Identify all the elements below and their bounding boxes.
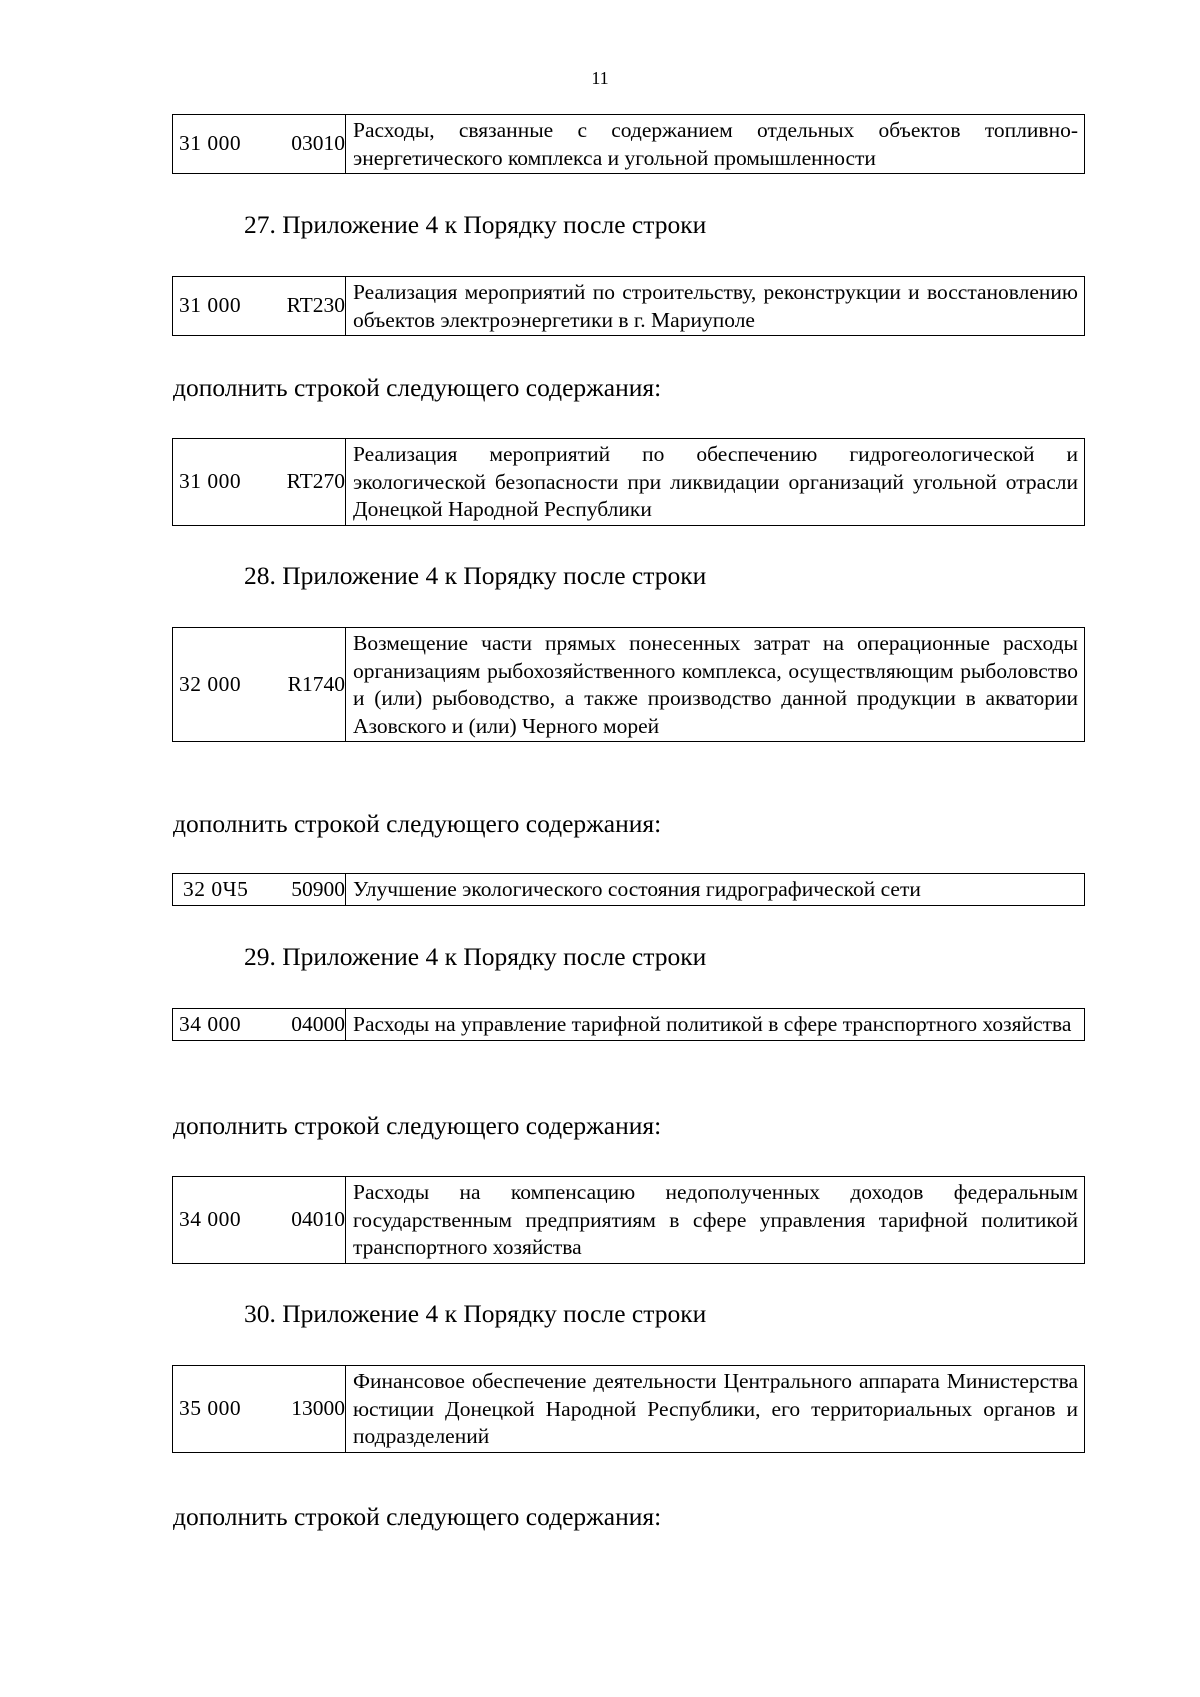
- code-table: [172, 627, 1085, 742]
- code-suffix: 50900: [291, 876, 345, 901]
- code-prefix: 34 000: [179, 1011, 242, 1036]
- section-heading: 30. Приложение 4 к Порядку после строки: [244, 1299, 707, 1328]
- code-table: [172, 1008, 1085, 1041]
- code-table: [172, 1365, 1085, 1453]
- description-cell: Финансовое обеспечение деятельности Центрального аппарата Министерства юстиции Донецкой Народной Республики, его территориальных органов и подразделений: [346, 1366, 1085, 1453]
- description-cell: Расходы на управление тарифной политикой в сфере транспортного хозяйства: [346, 1009, 1085, 1041]
- code-table: [172, 1176, 1085, 1264]
- code-cell: [173, 1366, 346, 1453]
- code-cell: [173, 1177, 346, 1264]
- description-cell: Расходы на компенсацию недополученных доходов федеральным государственным предприятиям в сфере управления тарифной политикой транспортного хозяйства: [346, 1177, 1085, 1264]
- table-row: [173, 277, 1085, 336]
- code-table: [172, 873, 1085, 906]
- page-number: 11: [591, 68, 609, 88]
- code-cell: [173, 115, 346, 174]
- description-cell: Возмещение части прямых понесенных затрат на операционные расходы организациям рыбохозяйственного комплекса, осуществляющим рыболовство и (или) рыбоводство, а также производство данной продукции в акватории Азовского и (или) Черного морей: [346, 628, 1085, 742]
- table-row: [173, 439, 1085, 526]
- code-suffix: 03010: [291, 131, 345, 156]
- code-suffix: 04010: [291, 1207, 345, 1231]
- section-heading: 27. Приложение 4 к Порядку после строки: [244, 210, 707, 239]
- table-row: [173, 115, 1085, 174]
- section-heading: 29. Приложение 4 к Порядку после строки: [244, 942, 707, 971]
- code-cell: [173, 628, 346, 742]
- code-suffix: 13000: [291, 1396, 345, 1420]
- code-cell: [173, 874, 346, 906]
- code-prefix: 31 000: [179, 131, 242, 156]
- section-heading: 28. Приложение 4 к Порядку после строки: [244, 561, 707, 590]
- description-cell: Реализация мероприятий по обеспечению гидрогеологической и экологической безопасности при ликвидации организаций угольной отрасли Донецкой Народной Республики: [346, 439, 1085, 526]
- code-prefix: 31 000: [179, 293, 242, 318]
- code-prefix: 34 000: [179, 1207, 242, 1231]
- table-row: [173, 874, 1085, 906]
- code-cell: [173, 1009, 346, 1041]
- instruction-text: дополнить строкой следующего содержания:: [173, 1502, 662, 1531]
- code-table: [172, 114, 1085, 174]
- code-cell: [173, 277, 346, 336]
- code-prefix: 32 0Ч5: [183, 876, 249, 901]
- code-suffix: RT270: [286, 469, 345, 493]
- instruction-text: дополнить строкой следующего содержания:: [173, 1111, 662, 1140]
- code-table: [172, 438, 1085, 526]
- code-suffix: R1740: [287, 671, 345, 696]
- description-cell: Улучшение экологического состояния гидрографической сети: [346, 874, 1085, 906]
- code-suffix: 04000: [291, 1011, 345, 1036]
- table-row: [173, 1366, 1085, 1453]
- instruction-text: дополнить строкой следующего содержания:: [173, 809, 662, 838]
- code-cell: [173, 439, 346, 526]
- table-row: [173, 628, 1085, 742]
- table-row: [173, 1009, 1085, 1041]
- code-prefix: 31 000: [179, 469, 242, 493]
- instruction-text: дополнить строкой следующего содержания:: [173, 373, 662, 402]
- table-row: [173, 1177, 1085, 1264]
- description-cell: Расходы, связанные с содержанием отдельных объектов топливно-энергетического комплекса и угольной промышленности: [346, 115, 1085, 174]
- code-prefix: 32 000: [179, 671, 242, 696]
- description-cell: Реализация мероприятий по строительству, реконструкции и восстановлению объектов электроэнергетики в г. Мариуполе: [346, 277, 1085, 336]
- code-prefix: 35 000: [179, 1396, 242, 1420]
- code-suffix: RT230: [286, 293, 345, 318]
- code-table: [172, 276, 1085, 336]
